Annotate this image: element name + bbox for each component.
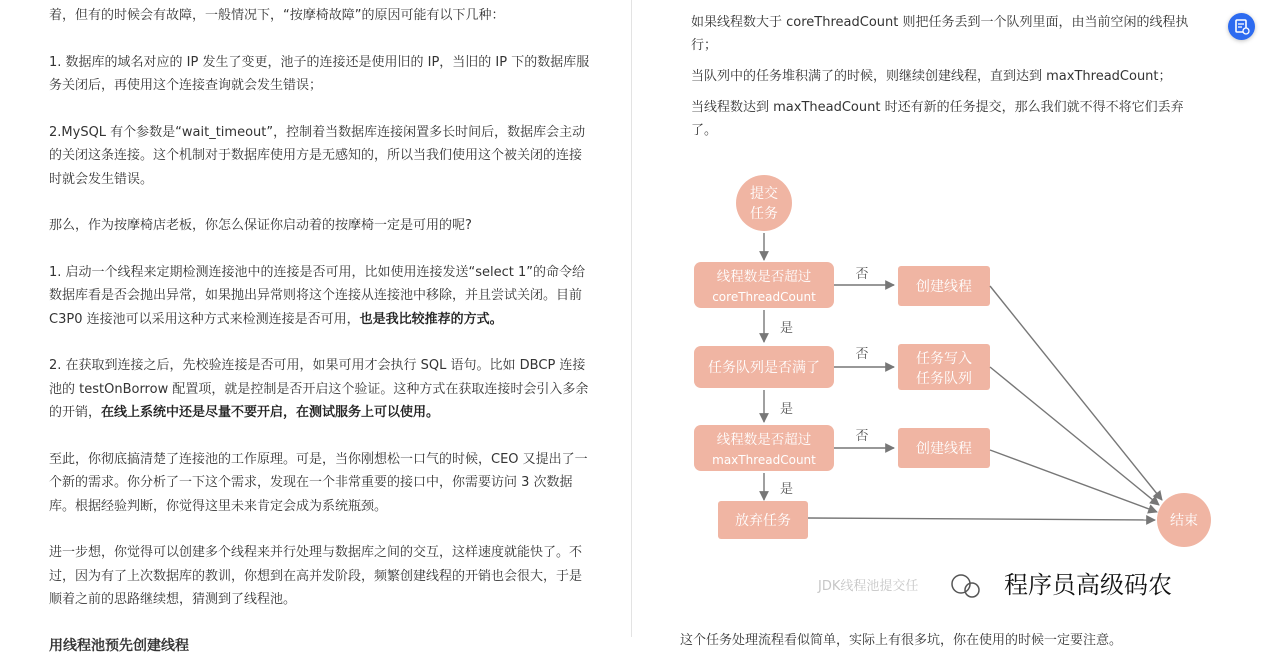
paragraph-cause-1: 1. 数据库的域名对应的 IP 发生了变更，池子的连接还是使用旧的 IP，当旧的 IP 下的数据库服务关闭后，再使用这个连接查询就会发生错误； (49, 51, 591, 98)
check-max-line1: 线程数是否超过 (717, 431, 812, 448)
section-heading: 用线程池预先创建线程 (49, 635, 591, 658)
start-node (736, 175, 792, 231)
rule-create: 当队列中的任务堆积满了的时候，则继续创建线程，直到达到 maxThreadCount； (691, 65, 1191, 88)
method-1-emphasis: 也是我比较推荐的方式。 (360, 312, 503, 327)
end-label: 结束 (1170, 512, 1198, 529)
enqueue-line1: 任务写入 (916, 351, 972, 367)
check-max-line2: maxThreadCount (712, 453, 816, 467)
paragraph-thread-pool-idea: 进一步想，你觉得可以创建多个线程来并行处理与数据库之间的交互，这样速度就能快了。不过，因为有了上次数据库的教训，你想到在高并发阶段，频繁创建线程的开销也会很大，于是顺着之前的思路继续想，猜测到了线程池。 (49, 541, 591, 612)
check-max-node (694, 425, 834, 471)
check-queue-node (694, 346, 834, 388)
rule-queue: 如果线程数大于 coreThreadCount 则把任务丢到一个队列里面，由当前空闲的线程执行； (691, 11, 1191, 57)
create-thread-node-2 (898, 428, 990, 468)
paragraph-method-2 (49, 354, 591, 425)
enqueue-node (898, 344, 990, 390)
floating-action-button[interactable] (1228, 13, 1255, 40)
start-label-line2: 任务 (750, 206, 778, 222)
check-core-node (694, 262, 834, 308)
paragraph-intro: 着，但有的时候会有故障，一般情况下，“按摩椅故障”的原因可能有以下几种： (49, 4, 591, 28)
paragraph-question: 那么，作为按摩椅店老板，你怎么保证你启动着的按摩椅一定是可用的呢? (49, 214, 591, 238)
enqueue-line2: 任务队列 (916, 371, 972, 387)
create-thread-label-1: 创建线程 (916, 278, 972, 295)
paragraph-new-requirement: 至此，你彻底搞清楚了连接池的工作原理。可是，当你刚想松一口气的时候，CEO 又提出了一个新的需求。你分析了一下这个需求，发现在一个非常重要的接口中，你需要访问 3 次数据库。根据经验判断，你觉得这里未来肯定会成为系统瓶颈。 (49, 448, 591, 519)
paragraph-method-1 (49, 261, 591, 332)
thread-pool-flowchart (632, 160, 1261, 605)
create-thread-label-2: 创建线程 (916, 440, 972, 457)
yes-label-1: 是 (780, 321, 793, 336)
create-thread-node-1 (898, 266, 990, 306)
watermark (952, 571, 1172, 599)
check-queue-label: 任务队列是否满了 (708, 359, 820, 376)
right-text-column (691, 11, 1191, 142)
no-label-3: 否 (855, 429, 868, 444)
yes-label-3: 是 (780, 482, 793, 497)
figure-caption: JDK线程池提交任 (817, 578, 918, 594)
left-document-page (0, 0, 631, 637)
end-node (1157, 493, 1211, 547)
method-1-text: 1. 启动一个线程来定期检测连接池中的连接是否可用，比如使用连接发送“select 1”的命令给数据库看是否会抛出异常，如果抛出异常则将这个连接从连接池中移除，并且尝试关闭。目前 C3P0 连接池可以采用这种方式来检测连接是否可用， (49, 265, 585, 327)
watermark-text: 程序员高级码农 (1004, 571, 1172, 599)
left-text-column (49, 4, 591, 658)
no-label-2: 否 (855, 347, 868, 362)
bottom-text-cut: 这个任务处理流程看似简单，实际上有很多坑，你在使用的时候一定要注意。 (680, 629, 1122, 648)
method-2-emphasis: 在线上系统中还是尽量不要开启，在测试服务上可以使用。 (101, 405, 439, 420)
note-icon (1228, 13, 1255, 40)
yes-label-2: 是 (780, 402, 793, 417)
right-document-page (632, 0, 1261, 637)
check-core-line2: coreThreadCount (712, 290, 816, 304)
start-label-line1: 提交 (750, 185, 778, 202)
check-core-line1: 线程数是否超过 (717, 268, 812, 285)
discard-node (718, 501, 808, 539)
no-label-1: 否 (855, 267, 868, 282)
rule-discard: 当线程数达到 maxTheadCount 时还有新的任务提交，那么我们就不得不将它们丢弃了。 (691, 96, 1191, 142)
paragraph-cause-2: 2.MySQL 有个参数是“wait_timeout”，控制着当数据库连接闲置多长时间后，数据库会主动的关闭这条连接。这个机制对于数据库使用方是无感知的，所以当我们使用这个被关闭的连接时就会发生错误。 (49, 121, 591, 192)
method-2-text: 2. 在获取到连接之后，先校验连接是否可用，如果可用才会执行 SQL 语句。比如 DBCP 连接池的 testOnBorrow 配置项，就是控制是否开启这个验证。这种方式在获取连接时会引入多余的开销， (49, 358, 588, 420)
discard-label: 放弃任务 (735, 513, 791, 529)
